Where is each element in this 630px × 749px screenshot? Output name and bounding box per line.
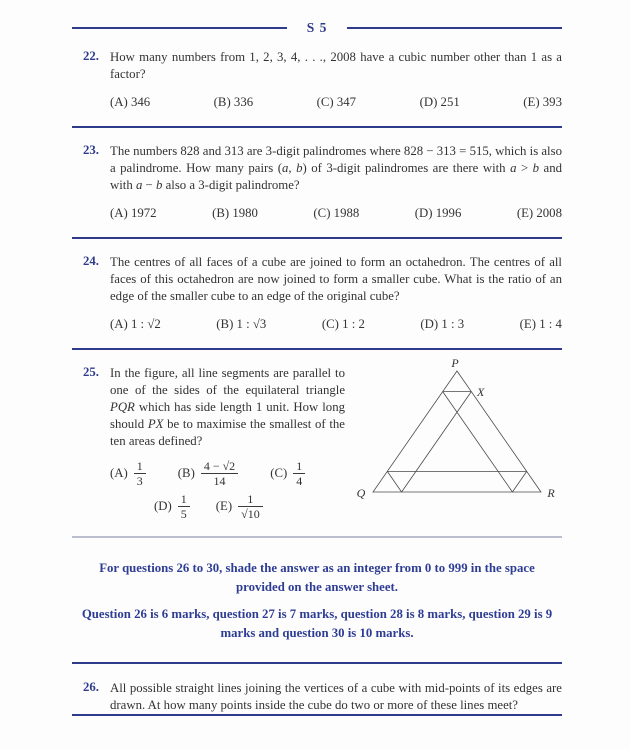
option-b: (B) 1980 [212,206,258,220]
question-23 [72,143,562,221]
separator [72,662,562,664]
fraction: $\frac{1}{4}$ [293,459,305,489]
option-a: (A) 1972 [110,206,157,220]
option-c [270,459,305,489]
option-e [216,492,263,522]
option-label: (D) [154,499,172,514]
option-e: (E) 393 [523,95,562,109]
option-a: (A) 1 : √2 [110,317,161,331]
option-label: (E) [215,499,233,514]
option-c: (C) 1 : 2 [321,317,365,331]
question-25-number: 25. [83,365,99,379]
option-c: (C) 347 [316,95,357,109]
option-a [110,459,146,489]
vertex-label-q: Q [356,486,366,500]
instructions-line-1: For questions 26 to 30, shade the answer as an integer from 0 to 999 in the space provided on the answer sheet. [99,560,535,594]
option-b [178,459,238,489]
option-b: (B) 1 : √3 [216,317,267,331]
question-22-text: How many numbers from 1, 2, 3, 4, . . ., 2008 have a cubic number other than 1 as a factor? [110,50,562,81]
answer-instructions [74,559,560,644]
bottom-rule [72,714,562,716]
fraction: $\frac{1}{5}$ [178,492,190,522]
option-a: (A) 346 [110,95,151,109]
fraction: $\frac{4 - √2}{14}$ [201,459,238,489]
option-e: (E) 2008 [516,206,562,220]
option-b: (B) 336 [213,95,254,109]
separator [72,126,562,128]
option-d [154,492,190,522]
fraction: $\frac{1}{3}$ [134,459,146,489]
header-rule-right [347,27,562,29]
triangle-outline [373,371,541,492]
vertex-label-p: P [451,357,459,370]
separator [72,348,562,350]
question-24-text: The centres of all faces of a cube are joined to form an octahedron. The centres of all faces of this octahedron are now joined to form a smaller cube. What is the ratio of an edge of the smaller cube to an edge of the original cube? [110,255,562,303]
option-d: (D) 1996 [414,206,462,220]
question-23-text: The numbers 828 and 313 are 3-digit palindromes where 828 − 313 = 515, which is also a palindrome. How many pairs (a, b) of 3-digit palindromes are there with a > b and with a − b also a 3-digit palindrome? [110,144,562,192]
question-23-number: 23. [83,143,99,157]
option-label: (A) [110,466,128,481]
separator [72,237,562,239]
separator-light [72,536,562,538]
option-label: (B) [177,466,195,481]
triangle-pqr-diagram [351,357,566,507]
question-25 [72,357,562,522]
question-26 [72,680,562,714]
option-c: (C) 1988 [313,206,360,220]
question-25-text: In the figure, all line segments are parallel to one of the sides of the equilateral triangle PQR which has side length 1 unit. How long should PX be to maximise the smallest of the ten areas defined? [110,366,345,448]
question-22-number: 22. [83,49,99,63]
question-26-number: 26. [83,680,99,695]
option-label: (C) [270,466,288,481]
question-22-options [110,95,562,110]
triangle-figure [351,357,566,511]
vertex-label-r: R [547,486,555,500]
question-26-text: All possible straight lines joining the vertices of a cube with mid-points of its edges are drawn. At how many points inside the cube do two or more of these lines meet? [110,681,562,713]
option-e: (E) 1 : 4 [519,317,562,331]
point-label-x: X [477,385,485,399]
question-24 [72,254,562,332]
page-header [72,20,562,36]
question-25-options-row2 [154,492,345,522]
fraction: $\frac{1}{√10}$ [238,492,263,522]
page-number: S 5 [306,20,328,35]
question-24-number: 24. [83,254,99,268]
option-d: (D) 251 [419,95,460,109]
question-23-options [110,206,562,221]
header-rule-left [72,27,287,29]
instructions-line-2: Question 26 is 6 marks, question 27 is 7 marks, question 28 is 8 marks, question 29 is 9 marks and question 30 is 10 marks. [81,606,553,641]
option-d: (D) 1 : 3 [420,317,465,331]
question-22 [72,49,562,110]
question-25-options-row1 [110,459,345,489]
question-24-options [110,317,562,332]
